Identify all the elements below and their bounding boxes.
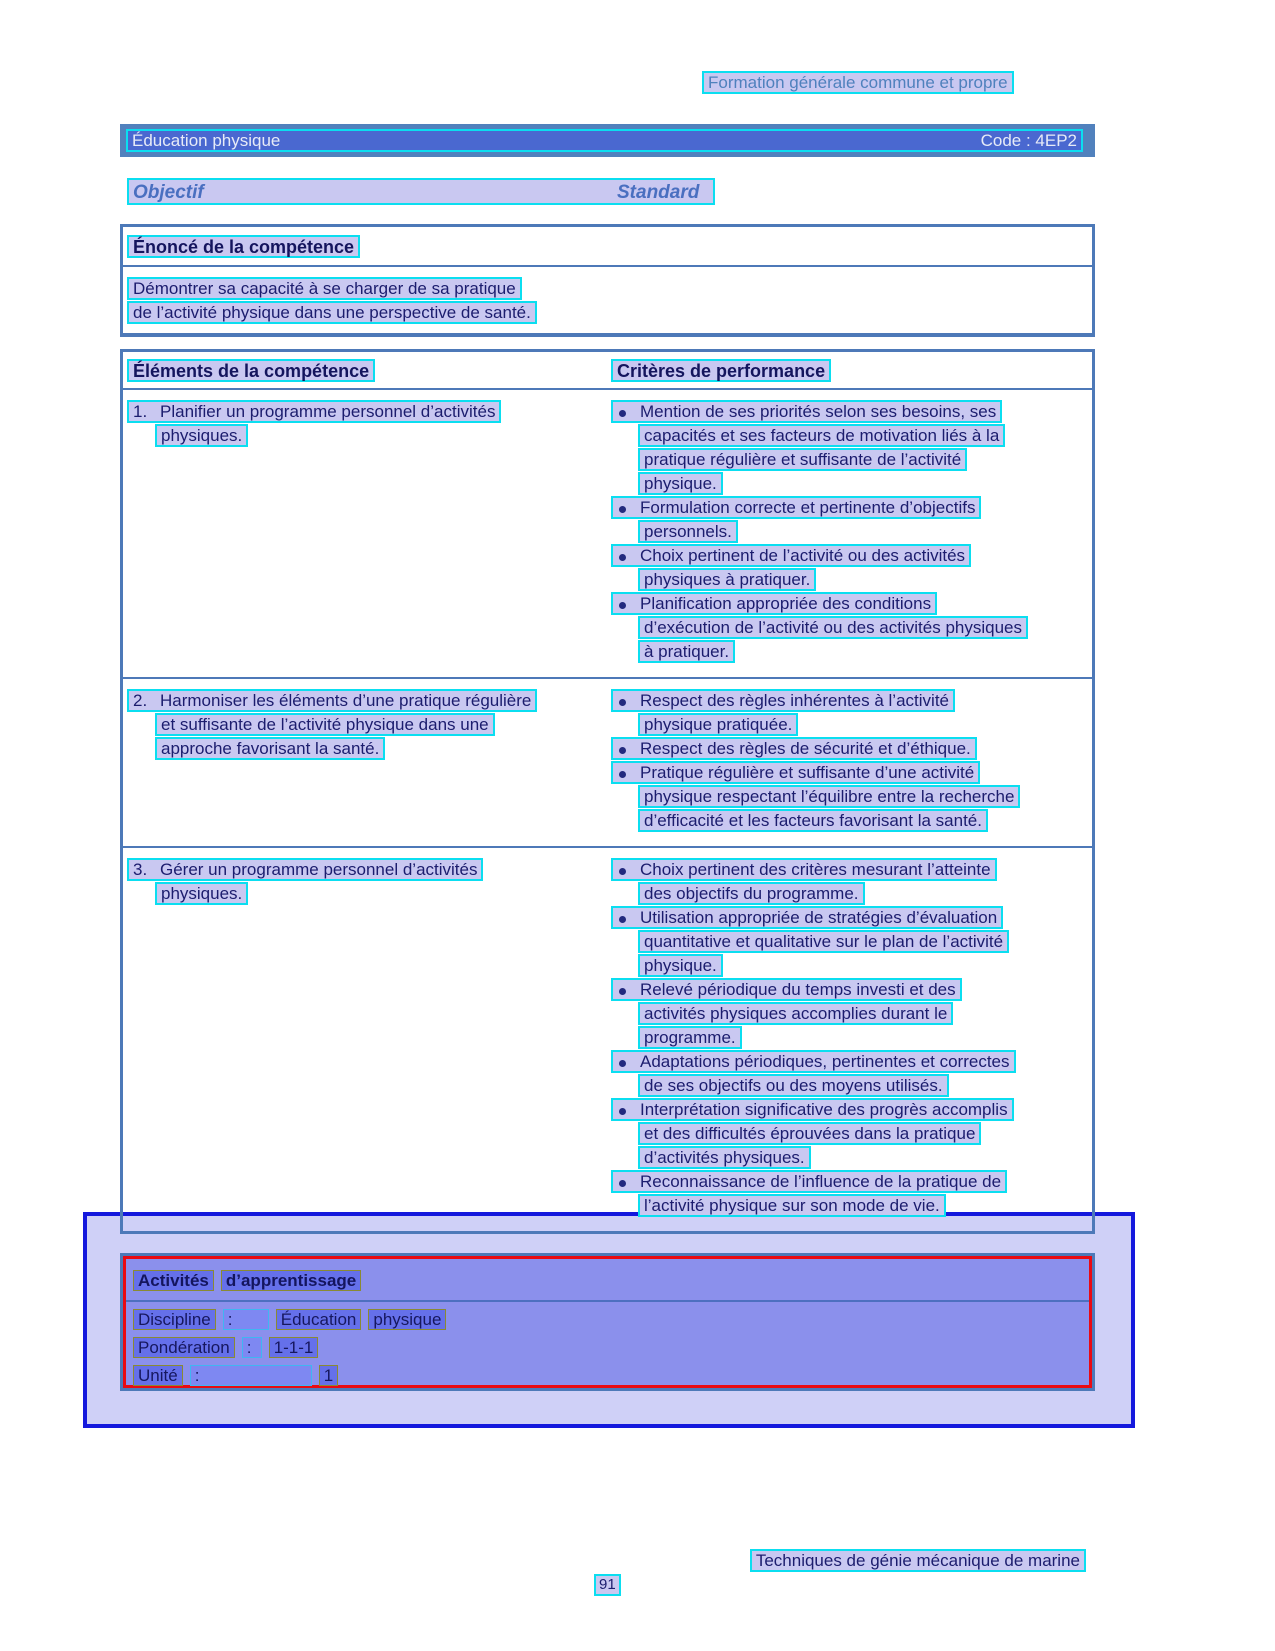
text-line	[127, 689, 537, 712]
discipline-value-word: physique	[368, 1309, 446, 1330]
text-line	[611, 1170, 1007, 1193]
text-line: Mention de ses priorités selon ses besoins, ses	[640, 402, 997, 421]
table-row	[123, 390, 1092, 679]
heading-objectif: Objectif	[133, 182, 204, 203]
text-line: physiques.	[155, 882, 248, 905]
element-cell	[123, 679, 611, 846]
unite-value: 1	[319, 1365, 338, 1386]
separator-colon: :	[242, 1337, 262, 1358]
bullet-icon	[617, 1101, 640, 1119]
text-line: activités physiques accomplies durant le	[638, 1002, 953, 1025]
text-line	[611, 1050, 1016, 1073]
table-row	[123, 848, 1092, 1231]
text-line: Choix pertinent des critères mesurant l’atteinte	[640, 860, 991, 879]
subject-title-bar	[120, 124, 1095, 157]
discipline-label: Discipline	[133, 1309, 216, 1330]
text-line: Choix pertinent de l’activité ou des activités	[640, 546, 966, 565]
text-line	[611, 906, 1003, 929]
text-line: Utilisation appropriée de stratégies d’évaluation	[640, 908, 998, 927]
bullet-icon	[617, 1053, 640, 1071]
activities-row-discipline	[133, 1309, 1089, 1330]
text-line: Respect des règles inhérentes à l’activité	[640, 691, 949, 710]
discipline-value-word: Éducation	[276, 1309, 362, 1330]
bullet-icon	[617, 547, 640, 565]
element-cell	[123, 848, 611, 1231]
footer-page-number-row	[0, 1574, 1275, 1596]
text-line	[611, 689, 955, 712]
text-line: physique.	[638, 954, 723, 977]
separator-colon: :	[190, 1365, 312, 1386]
text-line: capacités et ses facteurs de motivation liés à la	[638, 424, 1005, 447]
ponderation-label: Pondération	[133, 1337, 235, 1358]
text-line	[611, 1098, 1014, 1121]
text-line	[611, 978, 962, 1001]
text-line	[611, 400, 1002, 423]
text-line: Planifier un programme personnel d’activités	[160, 402, 496, 421]
text-line: physiques.	[155, 424, 248, 447]
text-line: physique respectant l’équilibre entre la recherche	[638, 785, 1020, 808]
competence-statement-header	[123, 227, 1092, 267]
text-line: Planification appropriée des conditions	[640, 594, 932, 613]
footer-program-text: Techniques de génie mécanique de marine	[750, 1549, 1086, 1572]
activities-title-word: d’apprentissage	[221, 1270, 361, 1291]
item-number: 2.	[133, 691, 148, 710]
text-line: et des difficultés éprouvées dans la pratique	[638, 1122, 981, 1145]
subject-name: Éducation physique	[132, 130, 281, 150]
running-header	[0, 0, 1275, 94]
criteria-cell	[611, 679, 1092, 846]
criteres-header: Critères de performance	[611, 359, 831, 382]
activities-row-unite	[133, 1365, 1089, 1386]
text-line: des objectifs du programme.	[638, 882, 865, 905]
competence-table	[120, 349, 1095, 1234]
bullet-icon	[617, 981, 640, 999]
competence-statement-box	[120, 224, 1095, 337]
text-line	[127, 858, 483, 881]
learning-activities-panel	[83, 1212, 1135, 1428]
table-row	[123, 679, 1092, 848]
text-line: Respect des règles de sécurité et d’éthique.	[640, 739, 971, 758]
item-number: 3.	[133, 860, 148, 879]
text-line: physiques à pratiquer.	[638, 568, 816, 591]
right-header-cell	[611, 358, 831, 383]
text-line: Démontrer sa capacité à se charger de sa pratique	[127, 277, 522, 300]
text-line: physique pratiquée.	[638, 713, 798, 736]
text-line	[611, 737, 977, 760]
text-line: de l’activité physique dans une perspective de santé.	[127, 301, 537, 324]
text-line: Adaptations périodiques, pertinentes et correctes	[640, 1052, 1010, 1071]
text-line: Pratique régulière et suffisante d’une activité	[640, 763, 975, 782]
text-line: quantitative et qualitative sur le plan de l’activité	[638, 930, 1009, 953]
footer-program	[0, 1548, 1086, 1573]
element-cell	[123, 390, 611, 677]
bullet-icon	[617, 861, 640, 879]
separator-colon: :	[223, 1309, 269, 1330]
subject-title-highlight	[126, 129, 1083, 152]
subject-code: Code : 4EP2	[980, 130, 1077, 150]
activities-table	[120, 1253, 1095, 1391]
text-line	[611, 858, 997, 881]
bullet-icon	[617, 595, 640, 613]
competence-table-header	[123, 352, 1092, 390]
ponderation-value: 1-1-1	[269, 1337, 319, 1358]
text-line: programme.	[638, 1026, 742, 1049]
bullet-icon	[617, 692, 640, 710]
activities-annotation-box	[123, 1256, 1092, 1388]
bullet-icon	[617, 764, 640, 782]
text-line	[127, 400, 501, 423]
text-line: et suffisante de l’activité physique dans une	[155, 713, 495, 736]
page-number: 91	[594, 1574, 621, 1596]
bullet-icon	[617, 1173, 640, 1191]
text-line: l’activité physique sur son mode de vie.	[638, 1194, 946, 1217]
criteria-cell	[611, 848, 1092, 1231]
text-line: d’activités physiques.	[638, 1146, 811, 1169]
text-line: Interprétation significative des progrès accomplis	[640, 1100, 1008, 1119]
competence-statement-body	[123, 267, 1092, 333]
text-line: d’efficacité et les facteurs favorisant la santé.	[638, 809, 988, 832]
text-line	[611, 761, 980, 784]
item-number: 1.	[133, 402, 148, 421]
running-header-text: Formation générale commune et propre	[702, 71, 1014, 94]
left-header-cell	[127, 358, 611, 383]
bullet-icon	[617, 909, 640, 927]
text-line: personnels.	[638, 520, 738, 543]
bullet-icon	[617, 499, 640, 517]
text-line: Formulation correcte et pertinente d’objectifs	[640, 498, 976, 517]
text-line: Reconnaissance de l’influence de la pratique de	[640, 1172, 1002, 1191]
text-line: Relevé périodique du temps investi et des	[640, 980, 956, 999]
activities-title-row	[126, 1259, 1089, 1302]
activities-title-word: Activités	[133, 1270, 214, 1291]
unite-label: Unité	[133, 1365, 183, 1386]
text-line	[611, 592, 937, 615]
text-line	[611, 496, 981, 519]
activities-row-ponderation	[133, 1337, 1089, 1358]
text-line	[611, 544, 971, 567]
section-headings	[127, 178, 715, 205]
criteria-cell	[611, 390, 1092, 677]
heading-standard: Standard	[617, 182, 700, 203]
elements-header: Éléments de la compétence	[127, 359, 375, 382]
competence-statement-title: Énoncé de la compétence	[127, 235, 360, 258]
text-line: approche favorisant la santé.	[155, 737, 385, 760]
text-line: de ses objectifs ou des moyens utilisés.	[638, 1074, 949, 1097]
bullet-icon	[617, 740, 640, 758]
text-line: physique.	[638, 472, 723, 495]
text-line: pratique régulière et suffisante de l’activité	[638, 448, 967, 471]
text-line: à pratiquer.	[638, 640, 735, 663]
text-line: d’exécution de l’activité ou des activités physiques	[638, 616, 1028, 639]
text-line: Gérer un programme personnel d’activités	[160, 860, 478, 879]
bullet-icon	[617, 403, 640, 421]
text-line: Harmoniser les éléments d’une pratique régulière	[160, 691, 532, 710]
